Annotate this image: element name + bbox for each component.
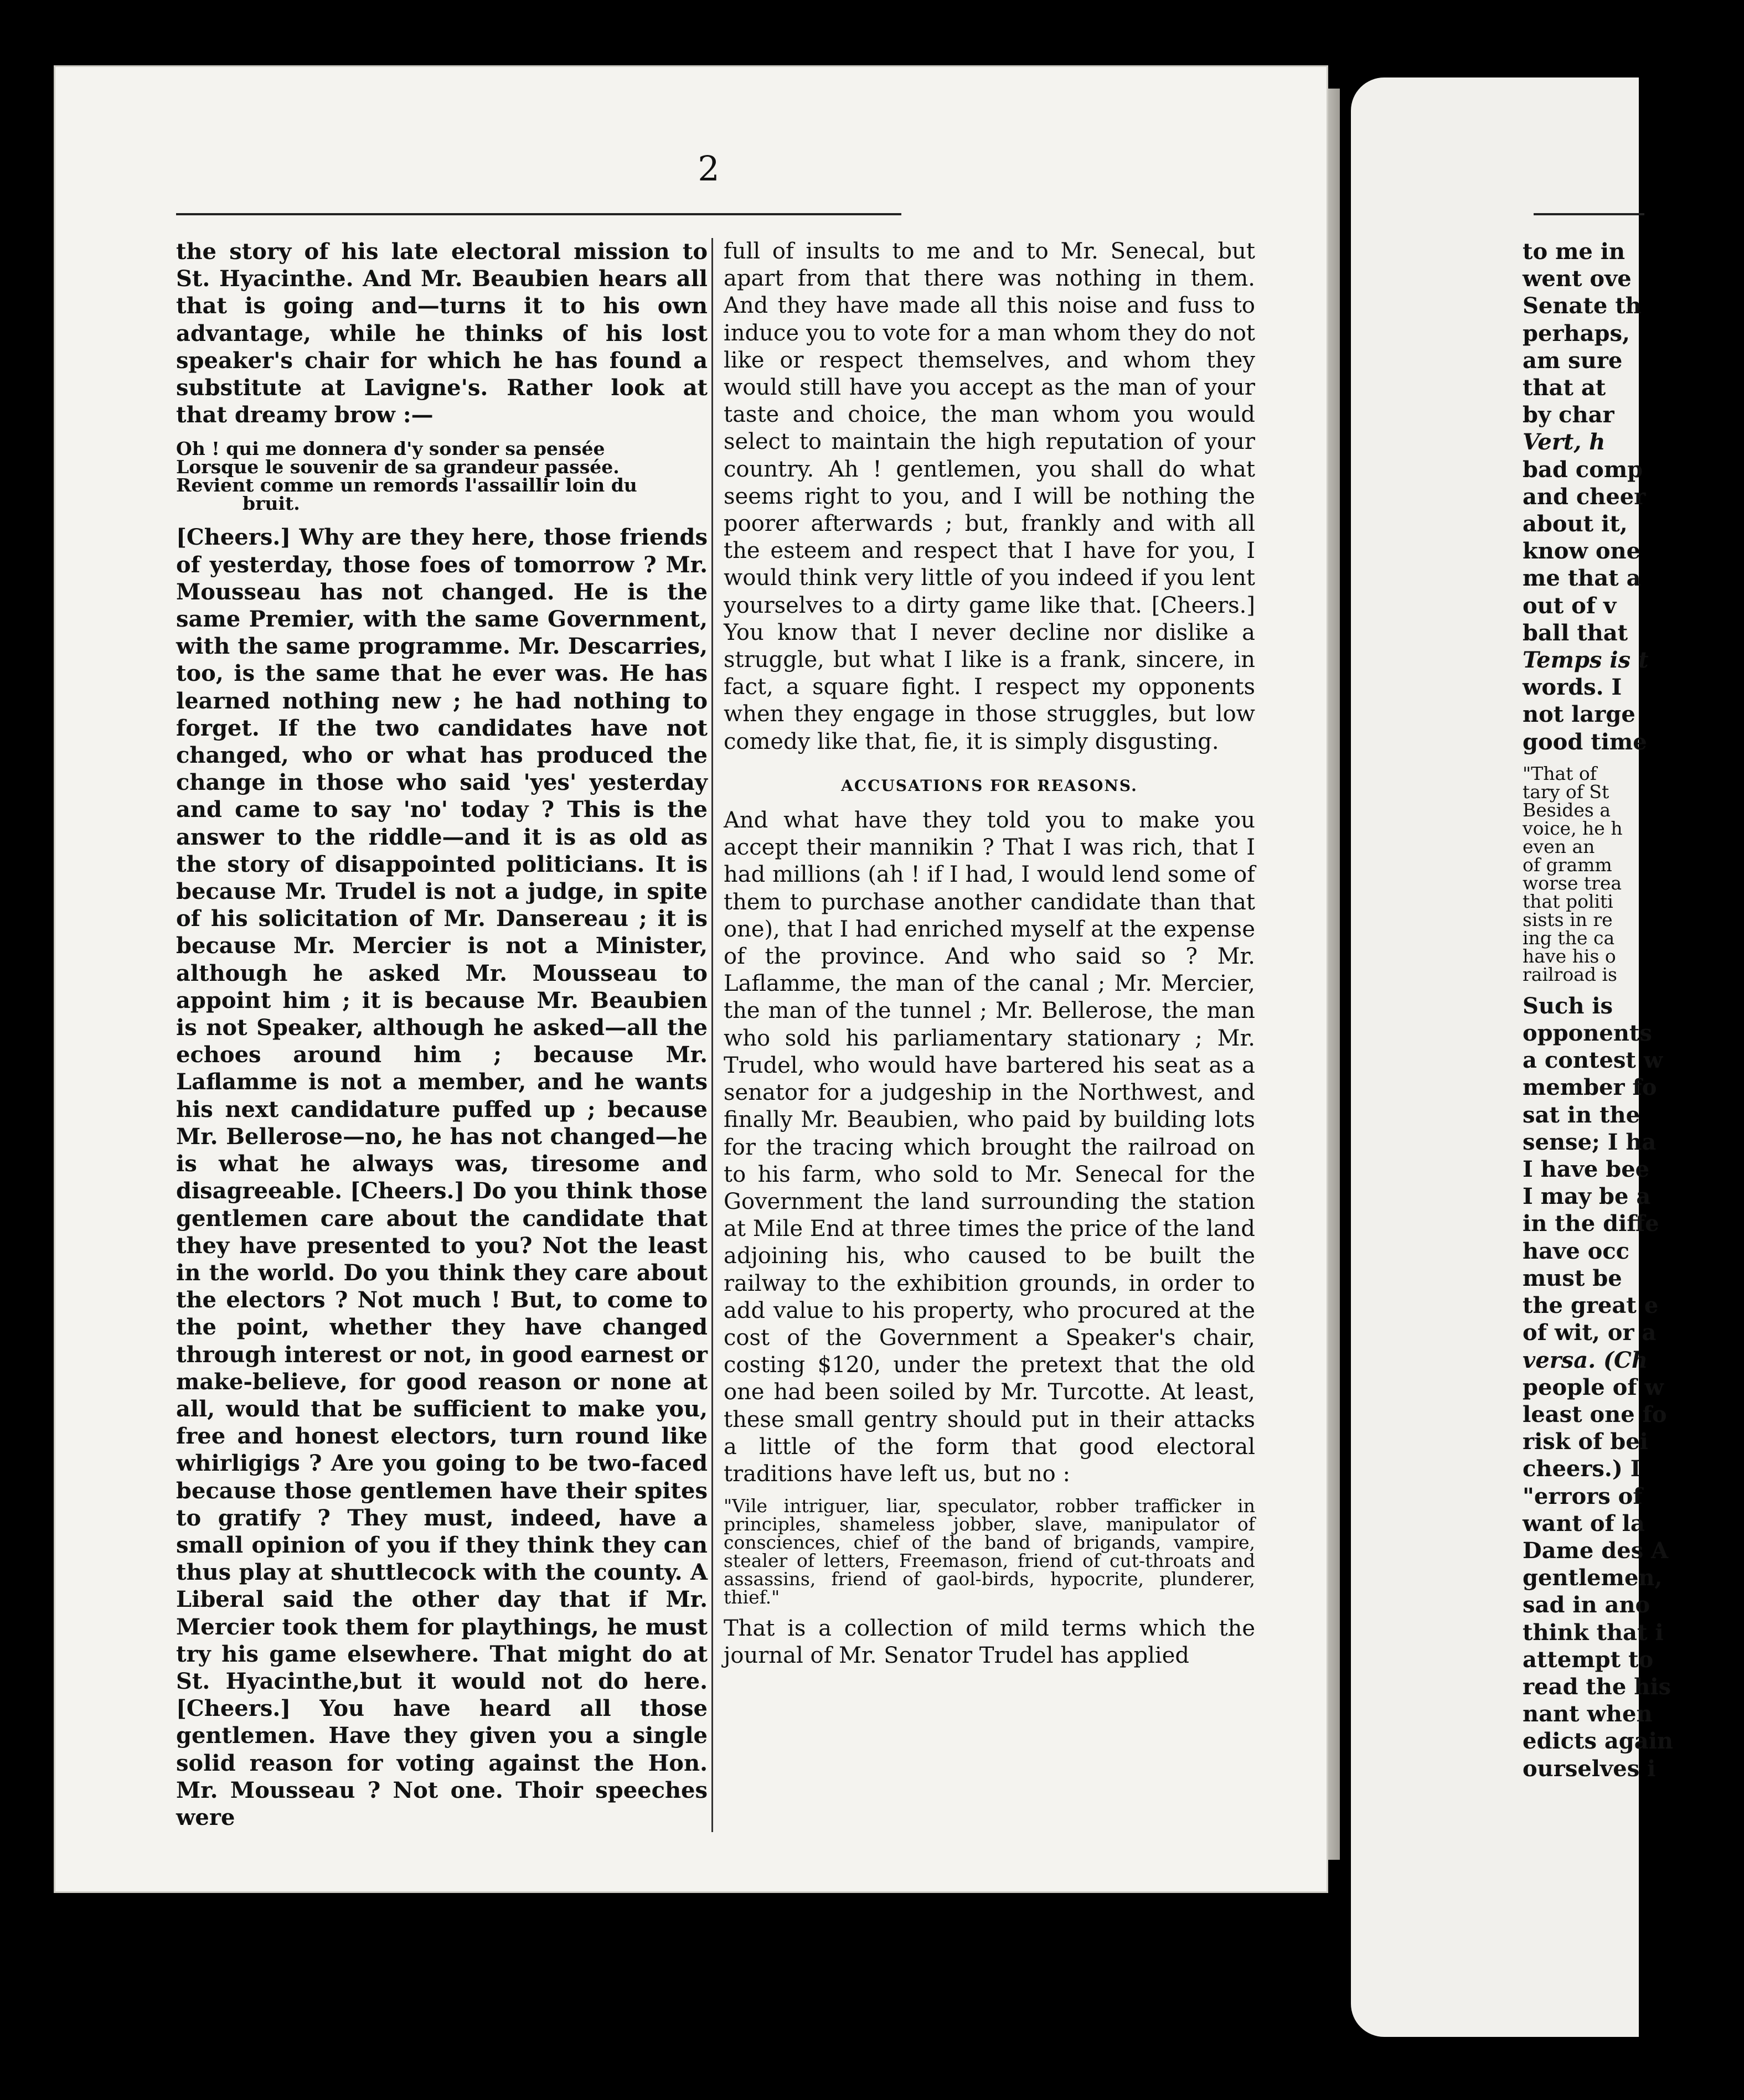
column-divider (711, 238, 713, 1832)
fragment-line: I may be a (1523, 1183, 1651, 1210)
fragment-line: cheers.) I (1523, 1456, 1641, 1482)
middle-paragraph-2: And what have they told you to make you accept their mannikin ? That I was rich, that I had millions (ah ! if I had, I would lend some of them to purchase another candidate than that one), that I had enriched myself at the expense of the province. And who said so ? Mr. Laflamme, the man of the canal ; Mr. Mercier, the man of the tunnel ; Mr. Bellerose, the man who sold his parliamentary stationary ; Mr. Trudel, who would have bartered his seat as a senator for a judgeship in the Northwest, and finally Mr. Beaubien, who paid by building lots for the tracing which brought the railroad on to his farm, who sold to Mr. Senecal for the Government the land surrounding the station at Mile End at three times the price of the land adjoining his, who caused to be built the railway to the exhibition grounds, in order to add value to his property, who procured at the cost of the Government a Speaker's chair, costing $120, under the pretext that the old one had been soiled by Mr. Turcotte. At least, these small gentry should put in their attacks a little of the form that good electoral traditions have left us, but no : (724, 808, 1255, 1487)
fragment-line: worse trea (1523, 872, 1622, 894)
fragment-line: words. I (1523, 674, 1622, 701)
fragment-line: in the diffe (1523, 1211, 1659, 1237)
right-header-rule (1534, 213, 1644, 215)
fragment-line: sists in re (1523, 908, 1613, 930)
fragment-line: to me in (1523, 239, 1626, 265)
quoted-insults: "Vile intriguer, liar, speculator, robber trafficker in principles, shameless jobber, slave, manipulator of consciences, chief of the band of brigands, vampire, stealer of letters, Freemason, friend of cut-throats and assassins, friend of gaol-birds, hypocrite, plunderer, thief." (724, 1495, 1255, 1608)
french-verse (176, 439, 708, 513)
verse-line: bruit. (242, 493, 300, 515)
fragment-line: know one (1523, 538, 1641, 565)
fragment-line: ourselves i (1523, 1755, 1656, 1782)
fragment-line: I have bee (1523, 1156, 1650, 1183)
left-paragraph-2: [Cheers.] Why are they here, those friends of yesterday, those foes of tomorrow ? Mr. Mousseau has not changed. He is the same Premier, with the same Government, with the same programme. Mr. Descarries, too, is the same that he ever was. He has learned nothing new ; he had nothing to forget. If the two candidates have not changed, who or what has produced the change in those who said 'yes' yesterday and came to say 'no' today ? This is the answer to the riddle—and it is as old as the story of disappointed politicians. It is because Mr. Trudel is not a judge, in spite of his solicitation of Mr. Dansereau ; it is because Mr. Mercier is not a Minister, although he asked Mr. Mousseau to appoint him ; it is because Mr. Beaubien is not Speaker, although he asked—all the echoes around him ; because Mr. Laflamme is not a member, and he wants his next candidature puffed up ; because Mr. Bellerose—no, he has not changed—he is what he always was, tiresome and disagreeable. [Cheers.] Do you think those gentlemen care about the candidate that they have presented to you? Not the least in the world. Do you think they care about the electors ? Not much ! But, to come to the point, whether they have changed through interest or not, in good earnest or make-believe, for good reason or none at all, would that be sufficient to make you, free and honest electors, turn round like whirligigs ? Are you going to be two-faced because those gentlemen have their spites to gratify ? They must, indeed, have a small opinion of you if they think they can thus play at shuttlecock with the county. A Liberal said the other day that if Mr. Mercier took them for playthings, he must try his game elsewhere. That might do at St. Hyacinthe,but it would not do here. [Cheers.] You have heard all those gentlemen. Have they given you a single solid reason for voting against the Hon. Mr. Mousseau ? Not one. Thoir speeches were (176, 524, 708, 1830)
fragment-line: even an (1523, 835, 1595, 857)
fragment-line: of gramm (1523, 854, 1612, 876)
fragment-line: Besides a (1523, 799, 1611, 821)
fragment-line: have his o (1523, 945, 1616, 967)
fragment-line: versa. (Ch (1523, 1347, 1648, 1373)
fragment-line: Such is (1523, 992, 1613, 1019)
fragment-line: sense; I ha (1523, 1129, 1657, 1155)
fragment-line: Vert, h (1523, 429, 1606, 456)
fragment-line: attempt to (1523, 1646, 1654, 1673)
fragment-line: least one fo (1523, 1401, 1667, 1427)
fragment-line: railroad is (1523, 963, 1617, 985)
fragment-line: Senate th (1523, 293, 1642, 319)
fragment-line: about it, (1523, 511, 1628, 537)
fragment-line: perhaps, (1523, 320, 1630, 346)
fragment-line: that at (1523, 375, 1606, 401)
middle-column (724, 238, 1255, 1670)
fragment-line: read the his (1523, 1673, 1671, 1700)
fragment-line: ing the ca (1523, 927, 1615, 949)
section-heading: ACCUSATIONS FOR REASONS. (841, 776, 1138, 795)
fragment-line: edicts again (1523, 1728, 1673, 1755)
fragment-line: bad comp (1523, 456, 1643, 483)
fragment-line: member fo (1523, 1074, 1657, 1101)
fragment-line: not large (1523, 701, 1635, 728)
left-paragraph-1: the story of his late electoral mission to St. Hyacinthe. And Mr. Beaubien hears all that is going and—turns it to his own advantage, while he thinks of his lost speaker's chair for which he has found a substitute at Lavigne's. Rather look at that dreamy brow :— (176, 239, 708, 428)
verse-line: Oh ! qui me donnera d'y sonder sa pensée (176, 438, 605, 460)
fragment-line: must be (1523, 1265, 1622, 1291)
middle-paragraph-3: That is a collection of mild terms which the journal of Mr. Senator Trudel has applied (724, 1616, 1255, 1669)
fragment-line: have occ (1523, 1238, 1630, 1264)
fragment-line: sad in ano (1523, 1592, 1650, 1618)
fragment-line: good time (1523, 728, 1647, 755)
left-column (176, 238, 708, 1831)
fragment-line: voice, he h (1523, 817, 1623, 839)
fragment-line: out of v (1523, 592, 1617, 619)
fragment-line: and cheer (1523, 483, 1646, 510)
fragment-line: "errors of (1523, 1483, 1643, 1509)
fragment-line: nant when (1523, 1701, 1653, 1727)
fragment-line: people of w (1523, 1374, 1664, 1400)
fragment-line: gentlemen, (1523, 1565, 1663, 1591)
fragment-line: risk of bei (1523, 1429, 1648, 1455)
verse-line: Revient comme un remords l'assaillir loin du (176, 474, 637, 496)
right-column-fragment (1523, 238, 1744, 1782)
fragment-line: sat in the (1523, 1101, 1640, 1128)
fragment-line: a contest w (1523, 1047, 1663, 1074)
fragment-line: that politi (1523, 890, 1613, 912)
fragment-line: of wit, or a (1523, 1320, 1657, 1346)
fragment-line: ball that (1523, 619, 1628, 646)
fragment-line: me that a (1523, 565, 1641, 592)
fragment-line: Temps is t (1523, 647, 1649, 674)
fragment-line: am sure (1523, 347, 1623, 374)
fragment-line: Dame des A (1523, 1537, 1669, 1564)
fragment-line: "That of (1523, 762, 1597, 784)
fragment-line: opponents (1523, 1020, 1652, 1047)
middle-paragraph-1: full of insults to me and to Mr. Senecal, but apart from that there was nothing in them. And they have made all this noise and fuss to induce you to vote for a man whom they do not like or respect themselves, and whom they would still have you accept as the man of your taste and choice, the man whom you would select to maintain the high reputation of your country. Ah ! gentlemen, you shall do what seems right to you, and I will be nothing the poorer afterwards ; but, frankly and with all the esteem and respect that I have for you, I would think very little of you indeed if you lent yourselves to a dirty game like that. [Cheers.] You know that I never decline nor dislike a struggle, but what I like is a frank, sincere, in fact, a square fight. I respect my opponents when they engage in those struggles, but low comedy like that, fie, it is simply disgusting. (724, 239, 1255, 754)
fragment-line: the great e (1523, 1292, 1659, 1319)
fragment-line: want of la (1523, 1510, 1645, 1537)
fragment-line: think that i (1523, 1619, 1664, 1646)
page-number: 2 (698, 148, 720, 189)
fragment-line: tary of St (1523, 780, 1609, 803)
fragment-line: by char (1523, 402, 1614, 428)
header-rule (176, 213, 901, 215)
verse-line: Lorsque le souvenir de sa grandeur passée. (176, 456, 620, 478)
fragment-line: went ove (1523, 266, 1632, 292)
